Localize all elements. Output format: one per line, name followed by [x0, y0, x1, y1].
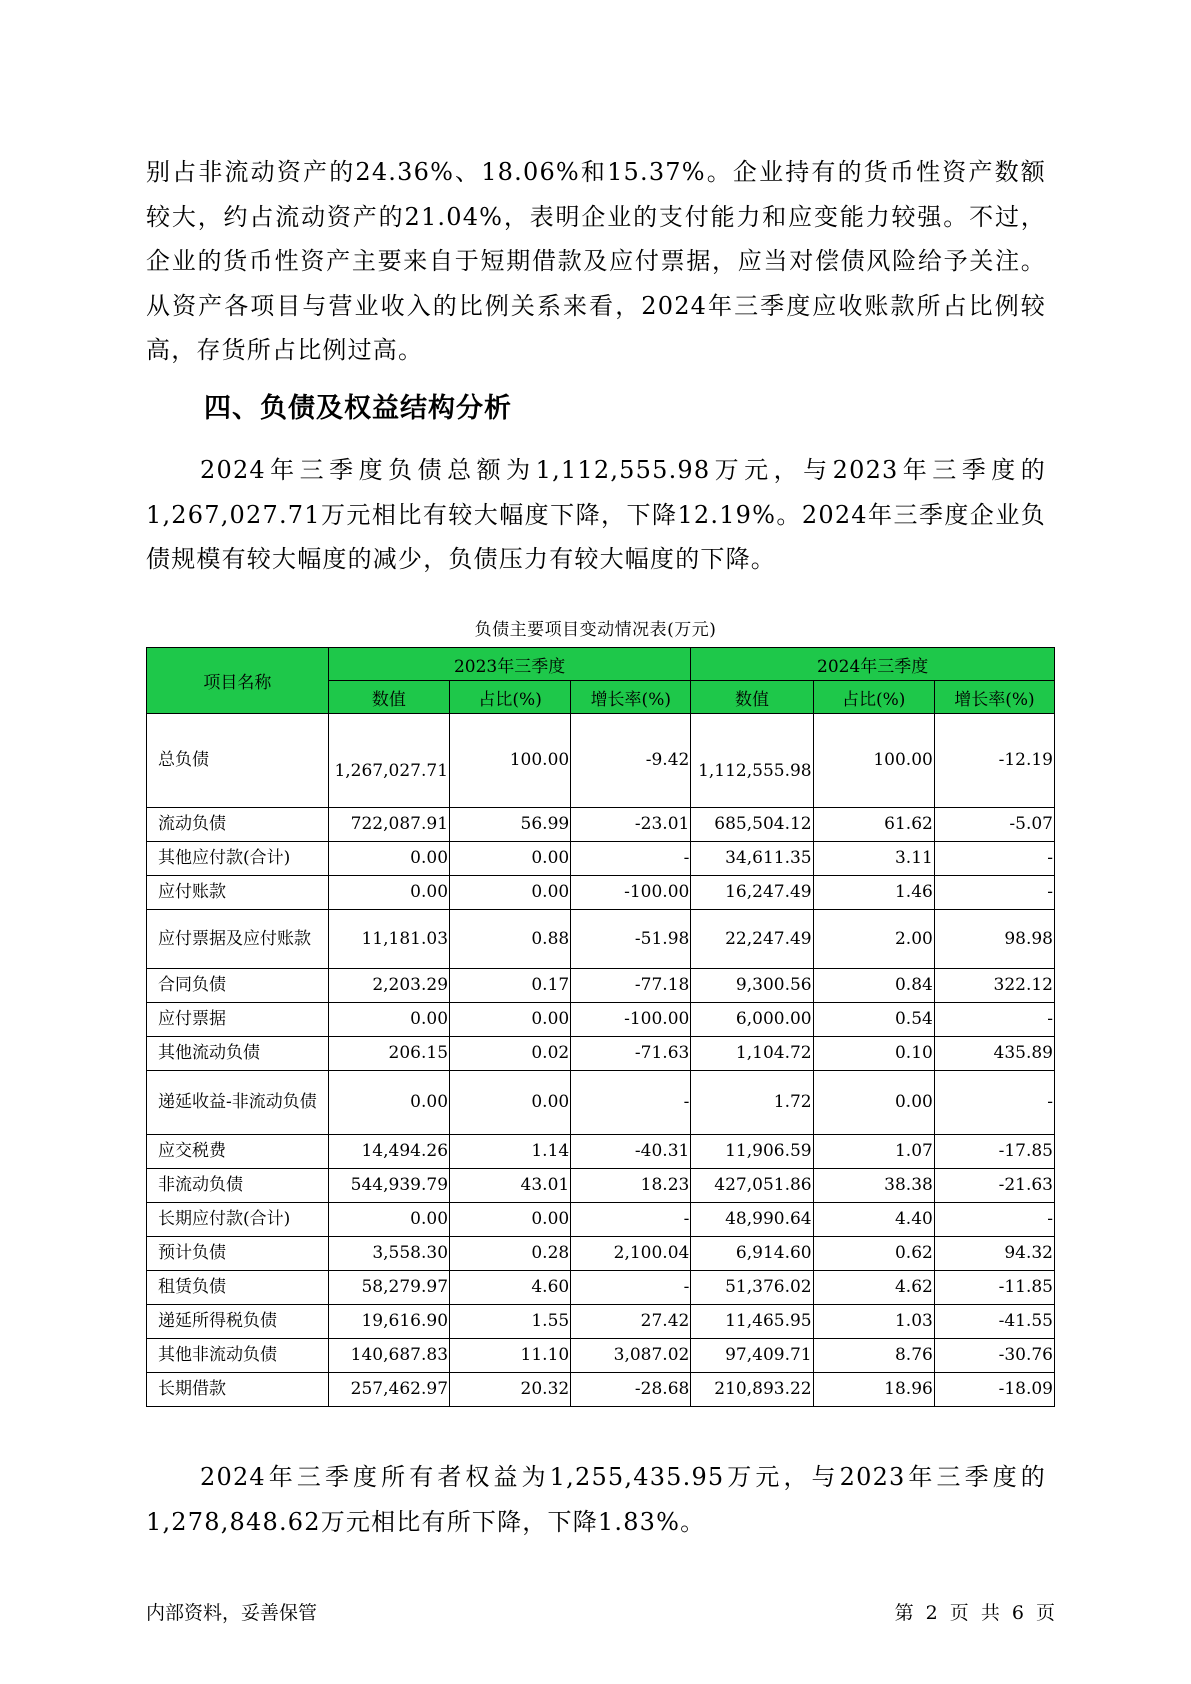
row-share-2023: 100.00 — [450, 714, 571, 808]
table-row — [147, 808, 1055, 842]
header-growth-2024: 增长率(%) — [934, 681, 1054, 714]
row-share-2023: 56.99 — [450, 808, 571, 842]
table-row — [147, 1169, 1055, 1203]
table-body — [147, 714, 1055, 1407]
row-value-2024: 97,409.71 — [691, 1339, 813, 1373]
row-share-2023: 0.02 — [450, 1037, 571, 1071]
row-growth-2024: -17.85 — [934, 1135, 1054, 1169]
table-row — [147, 842, 1055, 876]
row-growth-2023: - — [571, 1203, 691, 1237]
row-growth-2023: -100.00 — [571, 1003, 691, 1037]
row-value-2024: 1,112,555.98 — [691, 714, 813, 808]
row-growth-2023: -51.98 — [571, 910, 691, 969]
row-name: 应付票据及应付账款 — [147, 910, 329, 969]
row-share-2023: 4.60 — [450, 1271, 571, 1305]
row-name: 合同负债 — [147, 969, 329, 1003]
row-growth-2023: - — [571, 1271, 691, 1305]
row-value-2023: 19,616.90 — [328, 1305, 449, 1339]
row-growth-2024: 435.89 — [934, 1037, 1054, 1071]
paragraph-liabilities: 2024年三季度负债总额为1,112,555.98万元，与2023年三季度的1,267,027.71万元相比有较大幅度下降，下降12.19%。2024年三季度企业负债规模有较大幅度的减少，负债压力有较大幅度的下降。 — [146, 456, 1046, 573]
table-row — [147, 1271, 1055, 1305]
row-value-2023: 206.15 — [328, 1037, 449, 1071]
row-growth-2024: -5.07 — [934, 808, 1054, 842]
row-value-2024: 51,376.02 — [691, 1271, 813, 1305]
row-value-2023: 544,939.79 — [328, 1169, 449, 1203]
row-value-2023: 140,687.83 — [328, 1339, 449, 1373]
row-name: 其他非流动负债 — [147, 1339, 329, 1373]
row-value-2023: 58,279.97 — [328, 1271, 449, 1305]
row-value-2024: 427,051.86 — [691, 1169, 813, 1203]
row-growth-2024: 98.98 — [934, 910, 1054, 969]
table-row — [147, 714, 1055, 808]
row-growth-2023: - — [571, 842, 691, 876]
row-value-2024: 210,893.22 — [691, 1373, 813, 1407]
row-name: 其他流动负债 — [147, 1037, 329, 1071]
row-growth-2024: - — [934, 876, 1054, 910]
row-share-2023: 43.01 — [450, 1169, 571, 1203]
row-growth-2024: - — [934, 842, 1054, 876]
row-growth-2024: - — [934, 1003, 1054, 1037]
table-row — [147, 1339, 1055, 1373]
row-share-2023: 0.00 — [450, 1071, 571, 1135]
row-value-2023: 257,462.97 — [328, 1373, 449, 1407]
row-value-2024: 1,104.72 — [691, 1037, 813, 1071]
table-row — [147, 1135, 1055, 1169]
row-share-2024: 1.03 — [813, 1305, 934, 1339]
row-share-2024: 0.84 — [813, 969, 934, 1003]
table-row — [147, 910, 1055, 969]
row-share-2023: 0.88 — [450, 910, 571, 969]
row-share-2024: 1.46 — [813, 876, 934, 910]
row-share-2023: 1.14 — [450, 1135, 571, 1169]
row-growth-2023: -77.18 — [571, 969, 691, 1003]
row-name: 长期借款 — [147, 1373, 329, 1407]
table-row — [147, 1305, 1055, 1339]
row-value-2024: 16,247.49 — [691, 876, 813, 910]
header-value-2024: 数值 — [691, 681, 813, 714]
row-name: 非流动负债 — [147, 1169, 329, 1203]
row-value-2024: 11,465.95 — [691, 1305, 813, 1339]
row-share-2024: 100.00 — [813, 714, 934, 808]
row-growth-2023: -71.63 — [571, 1037, 691, 1071]
row-value-2024: 1.72 — [691, 1071, 813, 1135]
row-share-2023: 11.10 — [450, 1339, 571, 1373]
header-value-2023: 数值 — [328, 681, 449, 714]
row-value-2023: 3,558.30 — [328, 1237, 449, 1271]
row-growth-2023: 18.23 — [571, 1169, 691, 1203]
header-growth-2023: 增长率(%) — [571, 681, 691, 714]
row-value-2024: 6,000.00 — [691, 1003, 813, 1037]
table-row — [147, 1003, 1055, 1037]
row-name: 总负债 — [147, 714, 329, 808]
row-growth-2024: - — [934, 1071, 1054, 1135]
header-period-2023: 2023年三季度 — [328, 648, 691, 681]
row-name: 应交税费 — [147, 1135, 329, 1169]
row-growth-2023: -28.68 — [571, 1373, 691, 1407]
row-value-2024: 48,990.64 — [691, 1203, 813, 1237]
section-heading: 四、负债及权益结构分析 — [204, 393, 512, 424]
row-share-2024: 8.76 — [813, 1339, 934, 1373]
row-growth-2023: -9.42 — [571, 714, 691, 808]
row-growth-2024: -41.55 — [934, 1305, 1054, 1339]
row-growth-2024: 94.32 — [934, 1237, 1054, 1271]
row-name: 应付票据 — [147, 1003, 329, 1037]
row-growth-2023: -40.31 — [571, 1135, 691, 1169]
row-value-2023: 14,494.26 — [328, 1135, 449, 1169]
row-share-2023: 1.55 — [450, 1305, 571, 1339]
row-growth-2023: 2,100.04 — [571, 1237, 691, 1271]
header-item-name: 项目名称 — [147, 648, 329, 714]
row-value-2023: 0.00 — [328, 1003, 449, 1037]
row-share-2024: 0.62 — [813, 1237, 934, 1271]
footer-page-number: 第 2 页 共 6 页 — [894, 1602, 1055, 1624]
row-name: 租赁负债 — [147, 1271, 329, 1305]
row-growth-2024: -30.76 — [934, 1339, 1054, 1373]
row-value-2024: 11,906.59 — [691, 1135, 813, 1169]
row-name: 其他应付款(合计) — [147, 842, 329, 876]
row-share-2024: 61.62 — [813, 808, 934, 842]
row-share-2024: 4.40 — [813, 1203, 934, 1237]
row-growth-2023: -100.00 — [571, 876, 691, 910]
header-share-2023: 占比(%) — [450, 681, 571, 714]
row-name: 递延收益-非流动负债 — [147, 1071, 329, 1135]
row-growth-2023: 27.42 — [571, 1305, 691, 1339]
table-caption: 负债主要项目变动情况表(万元) — [474, 620, 717, 640]
row-share-2024: 0.54 — [813, 1003, 934, 1037]
row-name: 应付账款 — [147, 876, 329, 910]
row-share-2024: 4.62 — [813, 1271, 934, 1305]
row-name: 递延所得税负债 — [147, 1305, 329, 1339]
row-growth-2023: -23.01 — [571, 808, 691, 842]
row-value-2023: 0.00 — [328, 876, 449, 910]
row-growth-2024: -11.85 — [934, 1271, 1054, 1305]
row-value-2023: 2,203.29 — [328, 969, 449, 1003]
row-growth-2024: -12.19 — [934, 714, 1054, 808]
row-name: 流动负债 — [147, 808, 329, 842]
footer-confidential-note: 内部资料，妥善保管 — [146, 1602, 318, 1624]
row-value-2023: 722,087.91 — [328, 808, 449, 842]
paragraph-equity: 2024年三季度所有者权益为1,255,435.95万元，与2023年三季度的1,278,848.62万元相比有所下降，下降1.83%。 — [146, 1463, 1046, 1536]
row-growth-2024: -21.63 — [934, 1169, 1054, 1203]
row-value-2023: 0.00 — [328, 842, 449, 876]
table-row — [147, 969, 1055, 1003]
row-value-2024: 22,247.49 — [691, 910, 813, 969]
header-period-2024: 2024年三季度 — [691, 648, 1055, 681]
paragraph-assets-summary: 别占非流动资产的24.36%、18.06%和15.37%。企业持有的货币性资产数额较大，约占流动资产的21.04%，表明企业的支付能力和应变能力较强。不过，企业的货币性资产主要来自于短期借款及应付票据，应当对偿债风险给予关注。从资产各项目与营业收入的比例关系来看，2024年三季度应收账款所占比例较高，存货所占比例过高。 — [146, 158, 1046, 364]
row-growth-2024: - — [934, 1203, 1054, 1237]
row-share-2024: 18.96 — [813, 1373, 934, 1407]
table-row — [147, 1037, 1055, 1071]
header-share-2024: 占比(%) — [813, 681, 934, 714]
row-value-2023: 0.00 — [328, 1203, 449, 1237]
table-row — [147, 1071, 1055, 1135]
row-growth-2023: 3,087.02 — [571, 1339, 691, 1373]
row-share-2023: 0.28 — [450, 1237, 571, 1271]
row-value-2024: 9,300.56 — [691, 969, 813, 1003]
row-value-2023: 1,267,027.71 — [328, 714, 449, 808]
row-growth-2023: - — [571, 1071, 691, 1135]
row-share-2024: 3.11 — [813, 842, 934, 876]
row-value-2024: 34,611.35 — [691, 842, 813, 876]
row-share-2024: 2.00 — [813, 910, 934, 969]
row-share-2024: 0.10 — [813, 1037, 934, 1071]
liabilities-table — [146, 647, 1055, 1407]
row-value-2023: 11,181.03 — [328, 910, 449, 969]
row-share-2023: 0.17 — [450, 969, 571, 1003]
row-share-2023: 0.00 — [450, 1203, 571, 1237]
table-row — [147, 1203, 1055, 1237]
row-share-2024: 1.07 — [813, 1135, 934, 1169]
row-value-2023: 0.00 — [328, 1071, 449, 1135]
row-value-2024: 685,504.12 — [691, 808, 813, 842]
table-row — [147, 876, 1055, 910]
row-share-2023: 0.00 — [450, 1003, 571, 1037]
row-growth-2024: -18.09 — [934, 1373, 1054, 1407]
table-row — [147, 1373, 1055, 1407]
row-share-2024: 0.00 — [813, 1071, 934, 1135]
row-value-2024: 6,914.60 — [691, 1237, 813, 1271]
row-share-2024: 38.38 — [813, 1169, 934, 1203]
row-growth-2024: 322.12 — [934, 969, 1054, 1003]
row-share-2023: 0.00 — [450, 876, 571, 910]
row-name: 预计负债 — [147, 1237, 329, 1271]
row-share-2023: 20.32 — [450, 1373, 571, 1407]
row-name: 长期应付款(合计) — [147, 1203, 329, 1237]
table-row — [147, 1237, 1055, 1271]
row-share-2023: 0.00 — [450, 842, 571, 876]
